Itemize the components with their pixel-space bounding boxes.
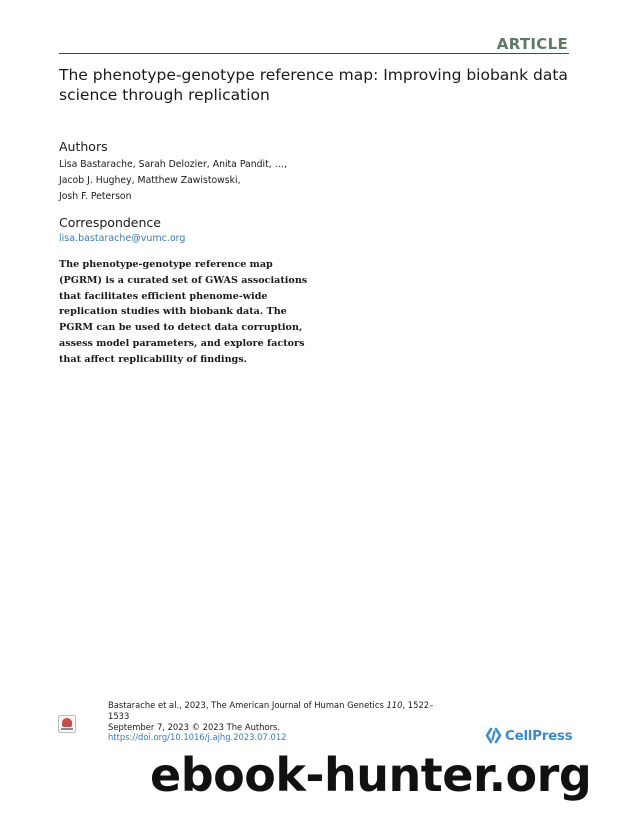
title-line: science through replication [59, 86, 270, 104]
author-line: Josh F. Peterson [59, 191, 132, 202]
author-line: Jacob J. Hughey, Matthew Zawistowski, [59, 175, 241, 186]
correspondence-heading: Correspondence [59, 215, 161, 230]
summary-line: that affect replicability of findings. [59, 353, 247, 365]
citation-authors: Bastarache et al., 2023, The American Journal of Human Genetics [108, 700, 387, 710]
summary-line: The phenotype-genotype reference map [59, 259, 273, 270]
author-line: Lisa Bastarache, Sarah Delozier, Anita Pandit, …, [59, 159, 287, 170]
citation-volume: 110 [386, 700, 403, 710]
summary-line: that facilitates efficient phenome-wide [59, 290, 268, 302]
summary-line: PGRM can be used to detect data corruption, [59, 322, 303, 334]
highlight-summary [59, 257, 319, 368]
authors-heading: Authors [59, 139, 108, 154]
title-line: The phenotype-genotype reference map: Improving biobank data [59, 66, 568, 84]
publisher-name: CellPress [505, 727, 573, 744]
publisher-logo [485, 727, 572, 744]
summary-line: (PGRM) is a curated set of GWAS associations [59, 274, 308, 286]
citation-pages-end: 1533 [108, 710, 130, 721]
summary-line: replication studies with biobank data. The [59, 306, 287, 318]
badge-mark [62, 718, 72, 727]
check-for-updates-icon[interactable] [58, 715, 76, 733]
citation-date: September 7, 2023 © 2023 The Authors. [108, 721, 281, 732]
citation-block [108, 700, 438, 743]
article-title [59, 65, 579, 105]
correspondence-email-link[interactable]: lisa.bastarache@vumc.org [59, 233, 186, 244]
cellpress-logo-icon [485, 727, 502, 744]
doi-link[interactable]: https://doi.org/10.1016/j.ajhg.2023.07.012 [108, 732, 287, 743]
watermark-text: ebook-hunter.org [150, 748, 592, 802]
summary-line: assess model parameters, and explore factors [59, 337, 305, 349]
citation-pages: , 1522– [402, 700, 434, 710]
author-list [59, 157, 319, 205]
article-type-label: ARTICLE [496, 35, 568, 53]
header-rule [59, 53, 569, 54]
badge-bar [61, 728, 73, 730]
